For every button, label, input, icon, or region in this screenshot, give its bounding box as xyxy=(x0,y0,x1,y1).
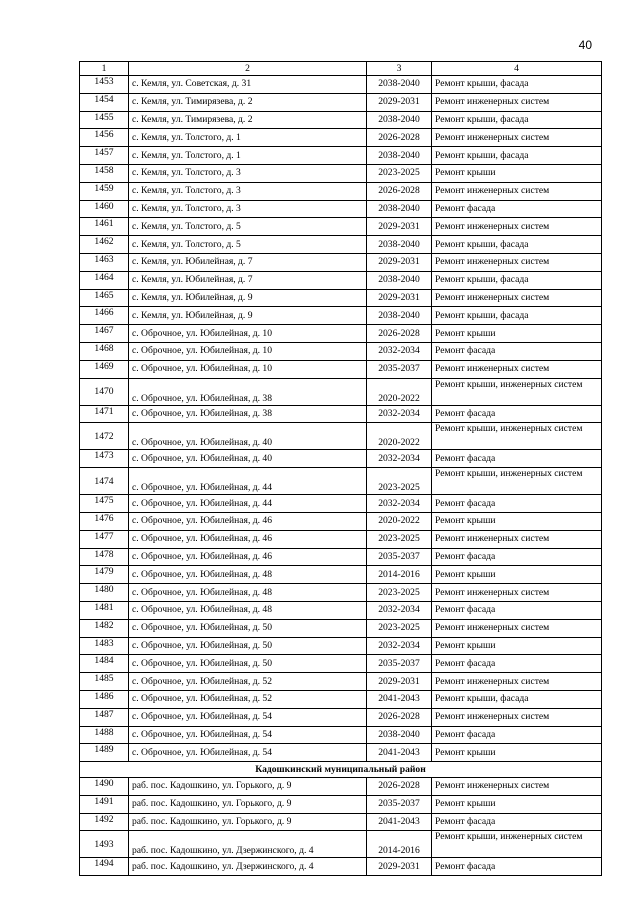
table-row xyxy=(80,325,602,343)
work-type-cell: Ремонт инженерных систем xyxy=(432,289,602,307)
table-row xyxy=(80,236,602,254)
period-cell: 2032-2034 xyxy=(367,637,432,655)
row-number: 1483 xyxy=(80,637,129,655)
address-cell: с. Кемля, ул. Толстого, д. 1 xyxy=(129,129,367,147)
address-cell: с. Оброчное, ул. Юбилейная, д. 48 xyxy=(129,566,367,584)
work-type-cell: Ремонт крыши, инженерных систем xyxy=(432,468,602,495)
table-row xyxy=(80,512,602,530)
row-number: 1467 xyxy=(80,325,129,343)
period-cell: 2038-2040 xyxy=(367,726,432,744)
row-number: 1459 xyxy=(80,182,129,200)
row-number: 1491 xyxy=(80,795,129,813)
work-type-cell: Ремонт инженерных систем xyxy=(432,778,602,796)
work-type-cell: Ремонт инженерных систем xyxy=(432,584,602,602)
row-number: 1489 xyxy=(80,744,129,762)
row-number: 1474 xyxy=(80,468,129,495)
table-row xyxy=(80,182,602,200)
table-row xyxy=(80,795,602,813)
address-cell: раб. пос. Кадошкино, ул. Горького, д. 9 xyxy=(129,813,367,831)
work-type-cell: Ремонт крыши xyxy=(432,795,602,813)
address-cell: с. Кемля, ул. Тимирязева, д. 2 xyxy=(129,111,367,129)
period-cell: 2035-2037 xyxy=(367,795,432,813)
table-row xyxy=(80,495,602,513)
work-type-cell: Ремонт крыши, фасада xyxy=(432,690,602,708)
address-cell: с. Оброчное, ул. Юбилейная, д. 38 xyxy=(129,378,367,405)
address-cell: с. Оброчное, ул. Юбилейная, д. 44 xyxy=(129,495,367,513)
period-cell: 2032-2034 xyxy=(367,342,432,360)
section-title: Кадошкинский муниципальный район xyxy=(80,762,602,778)
table-row xyxy=(80,405,602,423)
table-row xyxy=(80,271,602,289)
row-number: 1455 xyxy=(80,111,129,129)
row-number: 1475 xyxy=(80,495,129,513)
work-type-cell: Ремонт фасада xyxy=(432,726,602,744)
period-cell: 2035-2037 xyxy=(367,548,432,566)
table-row xyxy=(80,129,602,147)
section-row xyxy=(80,762,602,778)
period-cell: 2032-2034 xyxy=(367,601,432,619)
row-number: 1484 xyxy=(80,655,129,673)
row-number: 1462 xyxy=(80,236,129,254)
address-cell: с. Кемля, ул. Толстого, д. 5 xyxy=(129,236,367,254)
table-row xyxy=(80,289,602,307)
work-type-cell: Ремонт крыши, фасада xyxy=(432,271,602,289)
period-cell: 2029-2031 xyxy=(367,858,432,876)
address-cell: раб. пос. Кадошкино, ул. Горького, д. 9 xyxy=(129,795,367,813)
period-cell: 2038-2040 xyxy=(367,271,432,289)
row-number: 1464 xyxy=(80,271,129,289)
row-number: 1468 xyxy=(80,342,129,360)
table-row xyxy=(80,673,602,691)
work-type-cell: Ремонт крыши xyxy=(432,325,602,343)
address-cell: с. Оброчное, ул. Юбилейная, д. 52 xyxy=(129,673,367,691)
row-number: 1486 xyxy=(80,690,129,708)
column-number-4: 4 xyxy=(432,62,602,76)
period-cell: 2029-2031 xyxy=(367,93,432,111)
address-cell: с. Кемля, ул. Толстого, д. 3 xyxy=(129,200,367,218)
period-cell: 2041-2043 xyxy=(367,813,432,831)
table-row xyxy=(80,200,602,218)
table-row xyxy=(80,831,602,858)
period-cell: 2023-2025 xyxy=(367,584,432,602)
row-number: 1460 xyxy=(80,200,129,218)
address-cell: с. Кемля, ул. Толстого, д. 3 xyxy=(129,164,367,182)
work-type-cell: Ремонт крыши, фасада xyxy=(432,111,602,129)
period-cell: 2041-2043 xyxy=(367,744,432,762)
work-type-cell: Ремонт фасада xyxy=(432,601,602,619)
row-number: 1463 xyxy=(80,253,129,271)
work-type-cell: Ремонт крыши xyxy=(432,744,602,762)
table-row xyxy=(80,93,602,111)
table-row xyxy=(80,164,602,182)
address-cell: с. Оброчное, ул. Юбилейная, д. 50 xyxy=(129,655,367,673)
table-row xyxy=(80,468,602,495)
address-cell: с. Оброчное, ул. Юбилейная, д. 46 xyxy=(129,530,367,548)
period-cell: 2041-2043 xyxy=(367,690,432,708)
row-number: 1476 xyxy=(80,512,129,530)
work-type-cell: Ремонт инженерных систем xyxy=(432,360,602,378)
table-row xyxy=(80,637,602,655)
work-type-cell: Ремонт фасада xyxy=(432,548,602,566)
address-cell: с. Кемля, ул. Юбилейная, д. 9 xyxy=(129,307,367,325)
work-type-cell: Ремонт инженерных систем xyxy=(432,253,602,271)
period-cell: 2020-2022 xyxy=(367,512,432,530)
period-cell: 2023-2025 xyxy=(367,619,432,637)
table-row xyxy=(80,726,602,744)
address-cell: с. Кемля, ул. Юбилейная, д. 9 xyxy=(129,289,367,307)
table-row xyxy=(80,690,602,708)
period-cell: 2032-2034 xyxy=(367,405,432,423)
period-cell: 2029-2031 xyxy=(367,218,432,236)
address-cell: с. Кемля, ул. Толстого, д. 3 xyxy=(129,182,367,200)
work-type-cell: Ремонт фасада xyxy=(432,495,602,513)
row-number: 1470 xyxy=(80,378,129,405)
work-type-cell: Ремонт крыши, фасада xyxy=(432,76,602,94)
period-cell: 2023-2025 xyxy=(367,164,432,182)
table-row xyxy=(80,423,602,450)
row-number: 1490 xyxy=(80,778,129,796)
table-row xyxy=(80,147,602,165)
address-cell: с. Оброчное, ул. Юбилейная, д. 40 xyxy=(129,450,367,468)
work-type-cell: Ремонт крыши xyxy=(432,512,602,530)
row-number: 1461 xyxy=(80,218,129,236)
table-row xyxy=(80,548,602,566)
row-number: 1454 xyxy=(80,93,129,111)
address-cell: раб. пос. Кадошкино, ул. Горького, д. 9 xyxy=(129,778,367,796)
address-cell: с. Кемля, ул. Советская, д. 31 xyxy=(129,76,367,94)
period-cell: 2038-2040 xyxy=(367,147,432,165)
period-cell: 2032-2034 xyxy=(367,450,432,468)
period-cell: 2038-2040 xyxy=(367,111,432,129)
period-cell: 2020-2022 xyxy=(367,378,432,405)
work-type-cell: Ремонт инженерных систем xyxy=(432,218,602,236)
row-number: 1471 xyxy=(80,405,129,423)
table-row xyxy=(80,218,602,236)
row-number: 1477 xyxy=(80,530,129,548)
work-type-cell: Ремонт инженерных систем xyxy=(432,619,602,637)
column-number-1: 1 xyxy=(80,62,129,76)
row-number: 1458 xyxy=(80,164,129,182)
work-type-cell: Ремонт крыши, фасада xyxy=(432,236,602,254)
address-cell: с. Оброчное, ул. Юбилейная, д. 38 xyxy=(129,405,367,423)
column-number-header-row xyxy=(80,62,602,76)
row-number: 1453 xyxy=(80,76,129,94)
work-type-cell: Ремонт инженерных систем xyxy=(432,708,602,726)
table-row xyxy=(80,619,602,637)
row-number: 1487 xyxy=(80,708,129,726)
table-row xyxy=(80,111,602,129)
address-cell: с. Оброчное, ул. Юбилейная, д. 48 xyxy=(129,584,367,602)
work-type-cell: Ремонт крыши, инженерных систем xyxy=(432,831,602,858)
page-number: 40 xyxy=(578,38,592,52)
table-row xyxy=(80,307,602,325)
table-row xyxy=(80,76,602,94)
work-type-cell: Ремонт фасада xyxy=(432,405,602,423)
column-number-3: 3 xyxy=(367,62,432,76)
table-row xyxy=(80,342,602,360)
address-cell: с. Оброчное, ул. Юбилейная, д. 54 xyxy=(129,726,367,744)
work-type-cell: Ремонт инженерных систем xyxy=(432,182,602,200)
period-cell: 2023-2025 xyxy=(367,468,432,495)
table-row xyxy=(80,708,602,726)
table-row xyxy=(80,253,602,271)
row-number: 1469 xyxy=(80,360,129,378)
address-cell: с. Оброчное, ул. Юбилейная, д. 54 xyxy=(129,744,367,762)
period-cell: 2026-2028 xyxy=(367,708,432,726)
work-type-cell: Ремонт фасада xyxy=(432,200,602,218)
work-type-cell: Ремонт инженерных систем xyxy=(432,93,602,111)
row-number: 1482 xyxy=(80,619,129,637)
address-cell: с. Оброчное, ул. Юбилейная, д. 46 xyxy=(129,512,367,530)
work-type-cell: Ремонт крыши, фасада xyxy=(432,307,602,325)
table-row xyxy=(80,566,602,584)
work-type-cell: Ремонт фасада xyxy=(432,858,602,876)
work-type-cell: Ремонт инженерных систем xyxy=(432,673,602,691)
work-type-cell: Ремонт крыши xyxy=(432,637,602,655)
table-row xyxy=(80,378,602,405)
work-type-cell: Ремонт крыши xyxy=(432,164,602,182)
column-number-2: 2 xyxy=(129,62,367,76)
period-cell: 2038-2040 xyxy=(367,236,432,254)
repair-schedule-table xyxy=(79,61,602,876)
table-row xyxy=(80,813,602,831)
row-number: 1481 xyxy=(80,601,129,619)
table-row xyxy=(80,450,602,468)
row-number: 1465 xyxy=(80,289,129,307)
address-cell: с. Оброчное, ул. Юбилейная, д. 10 xyxy=(129,360,367,378)
address-cell: с. Кемля, ул. Юбилейная, д. 7 xyxy=(129,271,367,289)
work-type-cell: Ремонт крыши, фасада xyxy=(432,147,602,165)
work-type-cell: Ремонт крыши xyxy=(432,566,602,584)
address-cell: с. Оброчное, ул. Юбилейная, д. 52 xyxy=(129,690,367,708)
row-number: 1488 xyxy=(80,726,129,744)
period-cell: 2023-2025 xyxy=(367,530,432,548)
table-body xyxy=(80,62,602,876)
work-type-cell: Ремонт инженерных систем xyxy=(432,530,602,548)
table-row xyxy=(80,858,602,876)
table-row xyxy=(80,584,602,602)
row-number: 1480 xyxy=(80,584,129,602)
row-number: 1457 xyxy=(80,147,129,165)
row-number: 1466 xyxy=(80,307,129,325)
address-cell: с. Кемля, ул. Юбилейная, д. 7 xyxy=(129,253,367,271)
row-number: 1493 xyxy=(80,831,129,858)
period-cell: 2014-2016 xyxy=(367,566,432,584)
table-row xyxy=(80,744,602,762)
address-cell: с. Кемля, ул. Толстого, д. 1 xyxy=(129,147,367,165)
table-row xyxy=(80,530,602,548)
address-cell: с. Оброчное, ул. Юбилейная, д. 50 xyxy=(129,637,367,655)
address-cell: с. Оброчное, ул. Юбилейная, д. 48 xyxy=(129,601,367,619)
table-row xyxy=(80,360,602,378)
period-cell: 2038-2040 xyxy=(367,307,432,325)
row-number: 1456 xyxy=(80,129,129,147)
address-cell: с. Оброчное, ул. Юбилейная, д. 10 xyxy=(129,342,367,360)
work-type-cell: Ремонт фасада xyxy=(432,450,602,468)
address-cell: с. Оброчное, ул. Юбилейная, д. 50 xyxy=(129,619,367,637)
row-number: 1492 xyxy=(80,813,129,831)
work-type-cell: Ремонт фасада xyxy=(432,342,602,360)
row-number: 1478 xyxy=(80,548,129,566)
work-type-cell: Ремонт инженерных систем xyxy=(432,129,602,147)
period-cell: 2026-2028 xyxy=(367,129,432,147)
address-cell: раб. пос. Кадошкино, ул. Дзержинского, д. 4 xyxy=(129,831,367,858)
work-type-cell: Ремонт крыши, инженерных систем xyxy=(432,423,602,450)
address-cell: с. Оброчное, ул. Юбилейная, д. 10 xyxy=(129,325,367,343)
period-cell: 2032-2034 xyxy=(367,495,432,513)
work-type-cell: Ремонт фасада xyxy=(432,655,602,673)
work-type-cell: Ремонт крыши, инженерных систем xyxy=(432,378,602,405)
row-number: 1473 xyxy=(80,450,129,468)
address-cell: с. Кемля, ул. Толстого, д. 5 xyxy=(129,218,367,236)
period-cell: 2038-2040 xyxy=(367,200,432,218)
period-cell: 2029-2031 xyxy=(367,289,432,307)
period-cell: 2014-2016 xyxy=(367,831,432,858)
period-cell: 2038-2040 xyxy=(367,76,432,94)
table-row xyxy=(80,655,602,673)
address-cell: с. Оброчное, ул. Юбилейная, д. 40 xyxy=(129,423,367,450)
table-row xyxy=(80,601,602,619)
period-cell: 2026-2028 xyxy=(367,182,432,200)
address-cell: с. Оброчное, ул. Юбилейная, д. 54 xyxy=(129,708,367,726)
address-cell: раб. пос. Кадошкино, ул. Дзержинского, д. 4 xyxy=(129,858,367,876)
work-type-cell: Ремонт фасада xyxy=(432,813,602,831)
table-row xyxy=(80,778,602,796)
row-number: 1494 xyxy=(80,858,129,876)
row-number: 1485 xyxy=(80,673,129,691)
period-cell: 2035-2037 xyxy=(367,655,432,673)
row-number: 1472 xyxy=(80,423,129,450)
address-cell: с. Оброчное, ул. Юбилейная, д. 44 xyxy=(129,468,367,495)
period-cell: 2029-2031 xyxy=(367,673,432,691)
period-cell: 2026-2028 xyxy=(367,325,432,343)
row-number: 1479 xyxy=(80,566,129,584)
address-cell: с. Кемля, ул. Тимирязева, д. 2 xyxy=(129,93,367,111)
period-cell: 2029-2031 xyxy=(367,253,432,271)
period-cell: 2020-2022 xyxy=(367,423,432,450)
period-cell: 2026-2028 xyxy=(367,778,432,796)
period-cell: 2035-2037 xyxy=(367,360,432,378)
address-cell: с. Оброчное, ул. Юбилейная, д. 46 xyxy=(129,548,367,566)
